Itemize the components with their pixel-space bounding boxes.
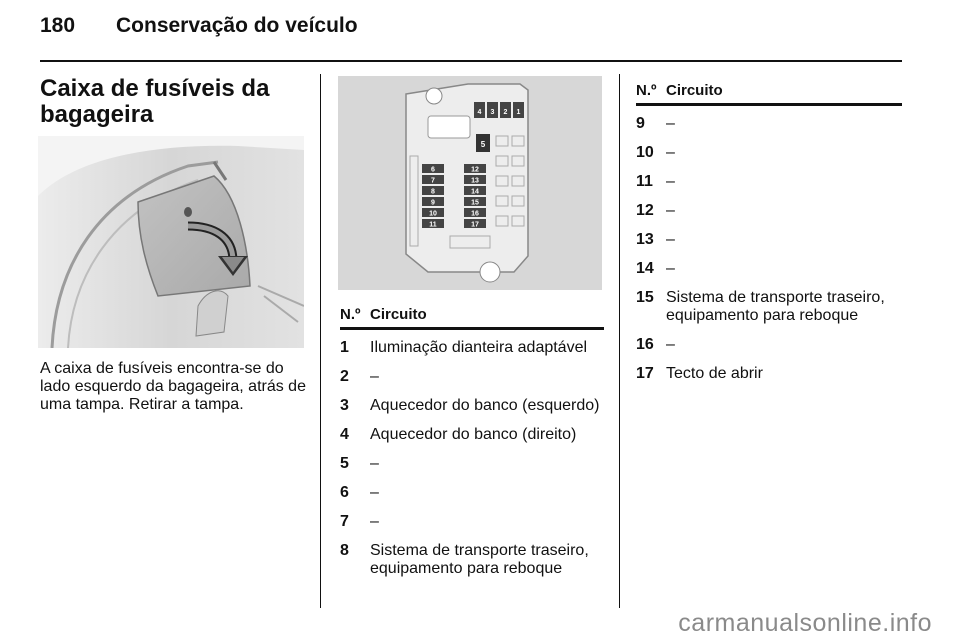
circuit-name: Aquecedor do banco (direito) [370, 426, 577, 443]
table-header [340, 306, 604, 330]
table-row [636, 173, 902, 191]
circuit-name: Aquecedor do banco (esquerdo) [370, 397, 600, 414]
table-row [636, 365, 902, 383]
table-row [636, 115, 902, 133]
table-row [340, 455, 604, 473]
circuit-name: Iluminação dianteira adaptável [370, 339, 588, 356]
fuse-number: 4 [340, 426, 349, 443]
header-number: N.º [340, 306, 361, 323]
page-number: 180 [40, 14, 76, 37]
fuse-label: 7 [431, 177, 435, 185]
circuit-name: – [370, 368, 379, 385]
circuit-name: – [370, 513, 379, 530]
fuse-number: 9 [636, 115, 645, 132]
fuse-number: 15 [636, 289, 654, 306]
circuit-name: – [666, 115, 675, 132]
table-row [636, 144, 902, 162]
fuse-label: 8 [431, 188, 435, 196]
table-row [340, 542, 604, 578]
fuse-label: 11 [429, 221, 437, 229]
circuit-name: – [666, 336, 675, 353]
circuit-name: – [666, 231, 675, 248]
table-row [340, 339, 604, 357]
fuse-label: 3 [490, 109, 495, 116]
circuit-name: Tecto de abrir [666, 365, 763, 382]
fuse-label: 5 [480, 140, 486, 149]
table-row [636, 289, 902, 325]
fuse-label: 1 [516, 109, 521, 116]
description-paragraph: A caixa de fusíveis encontra-se do lado esquerdo da bagageira, atrás de uma tampa. Retirar a tampa. [40, 360, 306, 413]
fuse-label: 10 [429, 210, 437, 218]
fuse-label: 9 [431, 199, 435, 207]
table-row [340, 426, 604, 444]
table-row [340, 368, 604, 386]
fuse-number: 3 [340, 397, 349, 414]
circuit-name: – [370, 484, 379, 501]
fuse-label: 12 [471, 166, 479, 174]
table-row [636, 260, 902, 278]
circuit-name: – [666, 202, 675, 219]
fuse-number: 6 [340, 484, 349, 501]
fuse-number: 16 [636, 336, 654, 353]
header-number: N.º [636, 82, 657, 99]
chapter-title: Conservação do veículo [116, 14, 358, 37]
circuit-name: – [370, 455, 379, 472]
fuse-number: 11 [636, 173, 653, 190]
fuse-label: 6 [431, 166, 435, 174]
table-row [636, 231, 902, 249]
table-row [636, 202, 902, 220]
fuse-number: 1 [340, 339, 349, 356]
header-rule [40, 60, 902, 62]
fuse-number: 12 [636, 202, 654, 219]
column-divider [320, 74, 321, 608]
section-title: Caixa de fusíveis da bagageira [40, 75, 270, 128]
fuse-number: 7 [340, 513, 349, 530]
fuse-number: 14 [636, 260, 654, 277]
fuse-number: 5 [340, 455, 349, 472]
fuse-label: 14 [471, 188, 479, 196]
fuse-number: 2 [340, 368, 349, 385]
circuit-name: Sistema de transporte traseiro, equipamento para reboque [370, 542, 589, 577]
page-header [40, 14, 358, 38]
circuit-name: – [666, 260, 675, 277]
table-row [340, 397, 604, 415]
table-row [340, 513, 604, 531]
fuse-label: 2 [503, 109, 508, 116]
fuse-label: 16 [471, 210, 479, 218]
circuit-table-1 [340, 306, 604, 578]
fusebox-diagram [338, 76, 602, 290]
circuit-name: – [666, 144, 675, 161]
fuse-label: 4 [477, 109, 482, 116]
trunk-illustration [38, 136, 304, 348]
watermark: carmanualsonline.info [678, 609, 932, 637]
circuit-name: – [666, 173, 675, 190]
fuse-number: 8 [340, 542, 349, 559]
fuse-label: 15 [471, 199, 479, 207]
column-divider [619, 74, 620, 608]
table-row [340, 484, 604, 502]
header-circuit: Circuito [666, 82, 723, 99]
table-header [636, 82, 902, 106]
fuse-label: 13 [471, 177, 479, 185]
fuse-number: 10 [636, 144, 654, 161]
table-row [636, 336, 902, 354]
circuit-name: Sistema de transporte traseiro, equipamento para reboque [666, 289, 885, 324]
header-circuit: Circuito [370, 306, 427, 323]
fuse-number: 17 [636, 365, 654, 382]
fuse-number: 13 [636, 231, 654, 248]
fuse-label: 17 [471, 221, 479, 229]
circuit-table-2 [636, 82, 902, 383]
